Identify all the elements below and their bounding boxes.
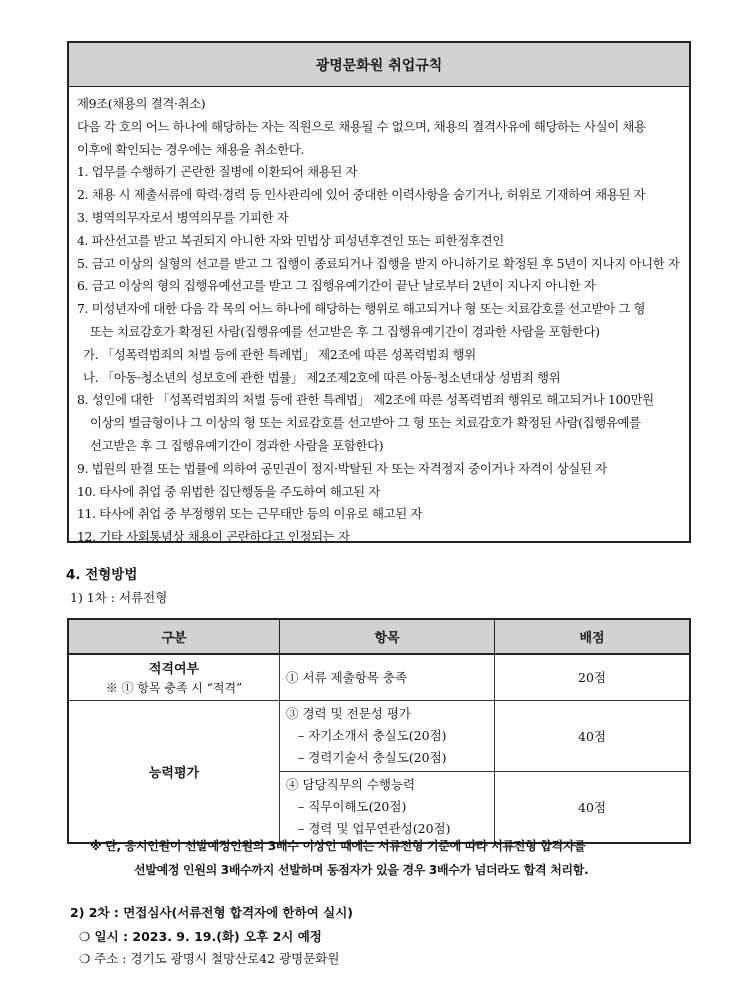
item4-score: 40점 [495,771,691,843]
rule-line: 1. 업무를 수행하기 곤란한 질병에 이환되어 채용된 자 [77,164,358,180]
rule-line: 이후에 확인되는 경우에는 채용을 취소한다. [77,141,305,157]
employment-rules-box [67,41,691,543]
evaluation-table [67,618,691,844]
ability-cell [68,700,280,843]
rule-line: 9. 법원의 판결 또는 법률에 의하여 공민권이 정지·박탈된 자 또는 자격정지 중이거나 자격이 상실된 자 [77,460,607,476]
item3-title: ③ 경력 및 전문성 평가 [286,705,411,721]
qualify-note: ※ ① 항목 충족 시 “적격” [105,681,243,696]
table-row [68,700,690,771]
rule-line: 10. 타사에 취업 중 위법한 집단행동을 주도하여 해고된 자 [77,483,380,499]
rule-line: 2. 채용 시 제출서류에 학력·경력 등 인사관리에 있어 중대한 이력사항을 숨기거나, 허위로 기재하여 채용된 자 [77,187,646,203]
header-item: 항목 [280,619,495,654]
item3-sub: – 경력기술서 충실도(20점) [298,749,447,765]
rule-line: 8. 성인에 대한 「성폭력범죄의 처벌 등에 관한 특례법」 제2조에 따른 성폭력범죄 행위로 해고되거나 100만원 [77,392,654,408]
item3-sub: – 자기소개서 충실도(20점) [298,727,447,743]
section-title: 4. 전형방법 [66,567,138,583]
qualify-item: ① 서류 제출항목 충족 [280,654,495,700]
rule-line: 12. 기타 사회통념상 채용이 곤란하다고 인정되는 자 [77,529,350,545]
note-line: 선발예정 인원의 3배수까지 선발하며 동점자가 있을 경우 3배수가 넘더라도 합격 처리함. [134,863,589,877]
qualify-cell [68,654,280,700]
rule-line: 5. 금고 이상의 실형의 선고를 받고 그 집행이 종료되거나 집행을 받지 아니하기로 확정된 후 5년이 지나지 아니한 자 [77,255,680,271]
header-score: 배점 [495,619,691,654]
rule-line: 나. 「아동·청소년의 성보호에 관한 법률」 제2조제2호에 따른 아동·청소년대상 성범죄 행위 [83,369,561,385]
note-line: ※ 단, 응시인원이 선발예정인원의 3배수 이상인 때에는 서류전형 기준에 따라 서류전형 합격자를 [90,839,586,853]
rule-line: 7. 미성년자에 대한 다음 각 목의 어느 하나에 해당하는 행위로 해고되거나 형 또는 치료감호를 선고받아 그 형 [77,301,646,317]
rule-line: 4. 파산선고를 받고 복권되지 아니한 자와 민법상 피성년후견인 또는 피한정후견인 [77,232,504,248]
round2-place: ❍ 주소 : 경기도 광명시 철망산로42 광명문화원 [79,951,340,966]
table-row [68,654,690,700]
item3-score: 40점 [495,700,691,771]
rule-line: 가. 「성폭력범죄의 처벌 등에 관한 특례법」 제2조에 따른 성폭력범죄 행위 [83,346,476,362]
item4-sub: – 경력 및 업무연관성(20점) [298,820,451,836]
item3-cell [280,700,495,771]
rules-title: 광명문화원 취업규칙 [69,43,689,87]
table-header-row [68,619,690,654]
ability-label: 능력평가 [148,765,200,781]
rule-line: 11. 타사에 취업 중 부정행위 또는 근무태만 등의 이유로 해고된 자 [77,506,423,522]
round2-title: 2) 2차 : 면접심사(서류전형 합격자에 한하여 실시) [70,905,353,920]
rule-line: 선고받은 후 그 집행유예기간이 경과한 사람을 포함한다) [90,437,384,453]
rule-line: 3. 병역의무자로서 병역의무를 기피한 자 [77,209,289,225]
qualify-label: 적격여부 [148,662,200,678]
rule-line: 또는 치료감호가 확정된 사람(집행유예를 선고받은 후 그 집행유예기간이 경과한 사람을 포함한다) [90,323,600,339]
item4-sub: – 직무이해도(20점) [298,798,407,814]
header-category: 구분 [68,619,280,654]
item4-cell [280,771,495,843]
rule-line: 다음 각 호의 어느 하나에 해당하는 자는 직원으로 채용될 수 없으며, 채용의 결격사유에 해당하는 사실이 채용 [77,118,646,134]
rule-line: 6. 금고 이상의 형의 집행유예선고를 받고 그 집행유예기간이 끝난 날로부터 2년이 지나지 아니한 자 [77,278,596,294]
rule-line: 이상의 벌금형이나 그 이상의 형 또는 치료감호를 선고받아 그 형 또는 치료감호가 확정된 사람(집행유예를 [90,415,641,431]
qualify-score: 20점 [495,654,691,700]
round1-label: 1) 1차 : 서류전형 [70,590,168,605]
rule-line: 제9조(채용의 결격·취소) [77,96,206,111]
item4-title: ④ 담당직무의 수행능력 [286,776,416,792]
rules-body [69,87,689,549]
selection-note [90,834,710,882]
round2-date: ❍ 일시 : 2023. 9. 19.(화) 오후 2시 예정 [79,929,322,944]
